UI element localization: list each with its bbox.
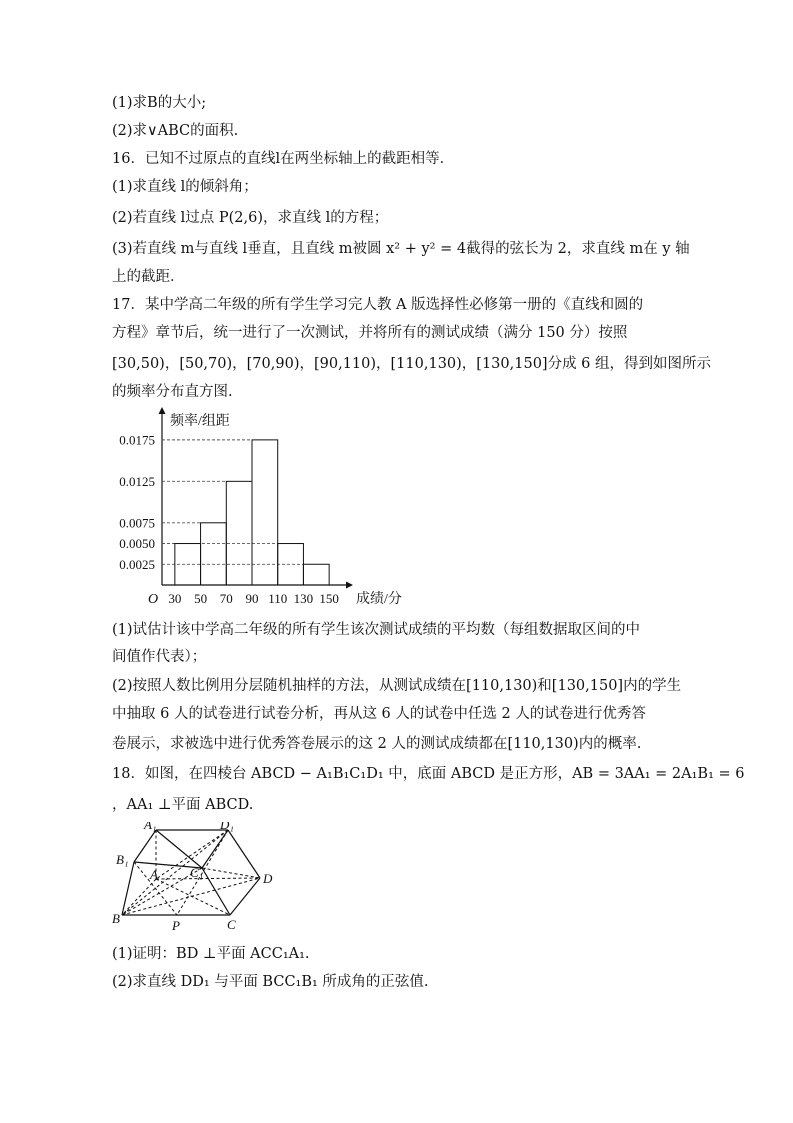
q17-part1-line2: 间值作代表）； [112, 649, 207, 665]
histogram-bar [226, 481, 252, 585]
histogram-bar [303, 564, 329, 585]
frequency-histogram [110, 405, 410, 610]
q16-part3-line2: 上的截距． [112, 269, 185, 285]
q16-part3-line1: (3)若直线 m与直线 l垂直，且直线 m被圆 x² + y² = 4截得的弦长为 2，求直线 m在 y 轴 [112, 241, 690, 257]
label-B1: B₁ [116, 852, 129, 867]
origin-label: O [148, 592, 159, 607]
x-tick-label: 50 [194, 591, 208, 606]
label-B: B [112, 911, 120, 926]
label-D1: D₁ [220, 822, 234, 832]
q16-stem: 16．已知不过原点的直线l在两坐标轴上的截距相等． [112, 151, 455, 167]
y-tick-label: 0.0175 [119, 432, 155, 448]
y-tick-label: 0.0075 [119, 515, 155, 531]
histogram-bar [252, 440, 278, 585]
frustum-vertex-labels [112, 822, 273, 933]
y-tick-label: 0.0025 [119, 556, 155, 572]
q18-stem-line2: ，AA₁ ⊥平面 ABCD. [112, 797, 254, 813]
q17-part1-line1: (1)试估计该中学高二年级的所有学生该次测试成绩的平均数（每组数据取区间的中 [112, 622, 641, 638]
q18-part2: (2)求直线 DD₁ 与平面 BCC₁B₁ 所成角的正弦值. [112, 974, 429, 990]
label-C: C [227, 917, 236, 932]
label-A1: A₁ [144, 822, 157, 832]
q16-part1: (1)求直线 l的倾斜角； [112, 179, 258, 195]
label-D: D [263, 871, 273, 886]
x-tick-label: 110 [268, 591, 288, 606]
q15-part1: (1)求B的大小; [112, 95, 207, 111]
frustum-figure [110, 822, 290, 937]
x-tick-label: 30 [168, 591, 182, 606]
x-tick-label: 150 [319, 591, 339, 606]
q17-part2-line3: 卷展示，求被选中进行优秀答卷展示的这 2 人的测试成绩都在[110,130)内的概率. [112, 736, 642, 752]
q16-part2: (2)若直线 l过点 P(2,6)，求直线 l的方程； [112, 210, 389, 226]
histogram-bar [201, 523, 227, 585]
label-A: A [150, 867, 158, 882]
y-tick-label: 0.0050 [119, 536, 155, 552]
q17-part2-line1: (2)按照人数比例用分层随机抽样的方法，从测试成绩在[110,130)和[130,150]内的学生 [112, 678, 682, 694]
q17-part2-line2: 中抽取 6 人的试卷进行试卷分析，再从这 6 人的试卷中任选 2 人的试卷进行优秀答 [112, 706, 646, 722]
x-tick-label: 90 [245, 591, 259, 606]
x-axis-arrow [346, 582, 353, 589]
label-P: P [172, 918, 180, 933]
x-tick-label: 130 [293, 591, 314, 606]
q17-stem-line1: 17．某中学高二年级的所有学生学习完人教 A 版选择性必修第一册的《直线和圆的 [112, 297, 644, 313]
y-axis-arrow [159, 407, 166, 414]
y-axis-title: 频率/组距 [170, 414, 230, 429]
q17-stem-line2: 方程》章节后，统一进行了一次测试，并将所有的测试成绩（满分 150 分）按照 [112, 325, 628, 341]
x-axis-title: 成绩/分 [356, 592, 402, 607]
q17-stem-line3: [30,50)，[50,70)，[70,90)，[90,110)，[110,130)，[130,150]分成 6 组，得到如图所示 [112, 356, 712, 372]
label-C1: C₁ [190, 865, 204, 880]
q18-part1: (1)证明：BD ⊥平面 ACC₁A₁. [112, 946, 310, 962]
y-tick-label: 0.0125 [119, 473, 155, 489]
q17-stem-line4: 的频率分布直方图. [112, 384, 233, 400]
x-tick-label: 70 [219, 591, 233, 606]
q18-stem-line1: 18．如图，在四棱台 ABCD − A₁B₁C₁D₁ 中，底面 ABCD 是正方形，AB = 3AA₁ = 2A₁B₁ = 6 [112, 766, 745, 782]
q15-part2: (2)求∨ABC的面积. [112, 123, 239, 139]
